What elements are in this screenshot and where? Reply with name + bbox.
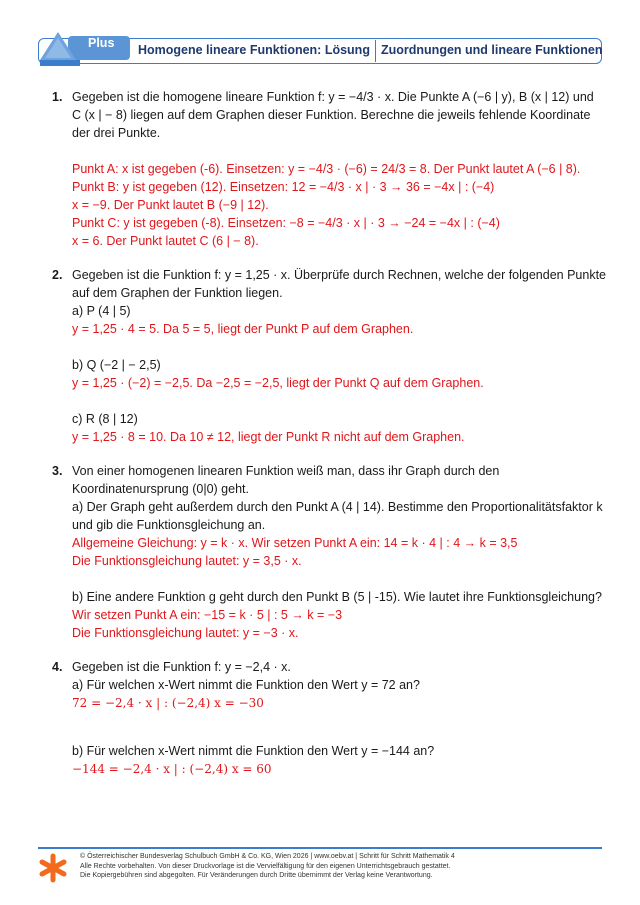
subtask-label: b) Eine andere Funktion g geht durch den Punkt B (5 | -15). Wie lautet ihre Funktionsgleichung? bbox=[72, 590, 602, 604]
task-3 bbox=[52, 462, 604, 642]
solution-line: y = 1,25 · 8 = 10. Da 10 ≠ 12, liegt der Punkt R nicht auf dem Graphen. bbox=[72, 430, 465, 444]
task-text-line: Gegeben ist die homogene lineare Funktion f: y = −4/3 · x. Die Punkte A (−6 | y), B (x | 12) und bbox=[72, 90, 594, 104]
solution-line: Allgemeine Gleichung: y = k · x. Wir setzen Punkt A ein: 14 = k · 4 | : 4 → k = 3,5 bbox=[72, 536, 518, 550]
task-list bbox=[52, 88, 607, 794]
plus-logo-icon bbox=[40, 30, 132, 68]
publisher-star-icon bbox=[38, 853, 68, 883]
solution-line: −144 = −2,4 · x | : (−2,4) x = 60 bbox=[72, 762, 272, 776]
solution-line: Die Funktionsgleichung lautet: y = −3 · x. bbox=[72, 626, 299, 640]
task-text-line: Gegeben ist die Funktion f: y = 1,25 · x. Überprüfe durch Rechnen, welche der folgenden Punkte bbox=[72, 268, 607, 282]
solution-line: y = 1,25 · 4 = 5. Da 5 = 5, liegt der Punkt P auf dem Graphen. bbox=[72, 322, 414, 336]
subtask-label: b) Für welchen x-Wert nimmt die Funktion den Wert y = −144 an? bbox=[72, 744, 435, 758]
solution-line: Wir setzen Punkt A ein: −15 = k · 5 | : 5 → k = −3 bbox=[72, 608, 343, 622]
solution-line: Die Funktionsgleichung lautet: y = 3,5 · x. bbox=[72, 554, 302, 568]
solution-line: Punkt B: y ist gegeben (12). Einsetzen: 12 = −4/3 · x | · 3 → 36 = −4x | : (−4) bbox=[72, 180, 495, 194]
footer-line: Die Kopiergebühren sind abgegolten. Für Veränderungen durch Dritte übernimmt der Verlag keine Verantwortung. bbox=[80, 872, 433, 879]
task-text-line: der drei Punkte. bbox=[72, 126, 161, 140]
spacer bbox=[72, 570, 604, 588]
worksheet-title: Homogene lineare Funktionen: Lösung bbox=[138, 43, 370, 57]
solution-line: Punkt A: x ist gegeben (-6). Einsetzen: y = −4/3 · (−6) = 24/3 = 8. Der Punkt lautet A (−6 | 8). bbox=[72, 162, 581, 176]
subtask-label: a) Für welchen x-Wert nimmt die Funktion den Wert y = 72 an? bbox=[72, 678, 420, 692]
task-number: 1. bbox=[52, 90, 63, 104]
task-text-line: Gegeben ist die Funktion f: y = −2,4 · x. bbox=[72, 660, 291, 674]
spacer bbox=[72, 338, 604, 356]
plus-badge: Plus bbox=[88, 36, 115, 50]
task-2 bbox=[52, 266, 607, 446]
subtask-label: a) Der Graph geht außerdem durch den Punkt A (4 | 14). Bestimme den Proportionalitätsfaktor k bbox=[72, 500, 603, 514]
header-divider bbox=[375, 40, 376, 62]
task-4 bbox=[52, 658, 604, 778]
task-text-line: Koordinatenursprung (0|0) geht. bbox=[72, 482, 249, 496]
task-text-line: auf dem Graphen der Funktion liegen. bbox=[72, 286, 283, 300]
task-number: 4. bbox=[52, 660, 63, 674]
solution-line: Punkt C: y ist gegeben (-8). Einsetzen: −8 = −4/3 · x | · 3 → −24 = −4x | : (−4) bbox=[72, 216, 500, 230]
solution-line: x = −9. Der Punkt lautet B (−9 | 12). bbox=[72, 198, 269, 212]
spacer bbox=[72, 712, 604, 742]
subtask-label: c) R (8 | 12) bbox=[72, 412, 138, 426]
spacer bbox=[72, 392, 604, 410]
solution-line: x = 6. Der Punkt lautet C (6 | − 8). bbox=[72, 234, 259, 248]
worksheet-topic: Zuordnungen und lineare Funktionen bbox=[381, 43, 603, 57]
footer-copyright bbox=[80, 852, 455, 881]
subtask-label: b) Q (−2 | − 2,5) bbox=[72, 358, 161, 372]
footer-line: Alle Rechte vorbehalten. Von dieser Druckvorlage ist die Vervielfältigung für den eigenen Unterrichtsgebrauch gestattet. bbox=[80, 862, 451, 870]
task-text-line: Von einer homogenen linearen Funktion weiß man, dass ihr Graph durch den bbox=[72, 464, 500, 478]
task-text-line: C (x | − 8) liegen auf dem Graphen dieser Funktion. Berechne die jeweils fehlende Koordinate bbox=[72, 108, 591, 122]
task-number: 3. bbox=[52, 464, 63, 478]
subtask-label: a) P (4 | 5) bbox=[72, 304, 131, 318]
solution-line: y = 1,25 · (−2) = −2,5. Da −2,5 = −2,5, liegt der Punkt Q auf dem Graphen. bbox=[72, 376, 484, 390]
footer-divider bbox=[38, 847, 602, 849]
solution-line: 72 = −2,4 · x | : (−2,4) x = −30 bbox=[72, 696, 264, 710]
spacer bbox=[72, 142, 604, 160]
task-1 bbox=[52, 88, 604, 250]
task-text-line: und gib die Funktionsgleichung an. bbox=[72, 518, 266, 532]
footer-line: © Österreichischer Bundesverlag Schulbuch GmbH & Co. KG, Wien 2026 | www.oebv.at | Schritt für Schritt Mathematik 4 bbox=[80, 853, 455, 860]
task-number: 2. bbox=[52, 268, 63, 282]
